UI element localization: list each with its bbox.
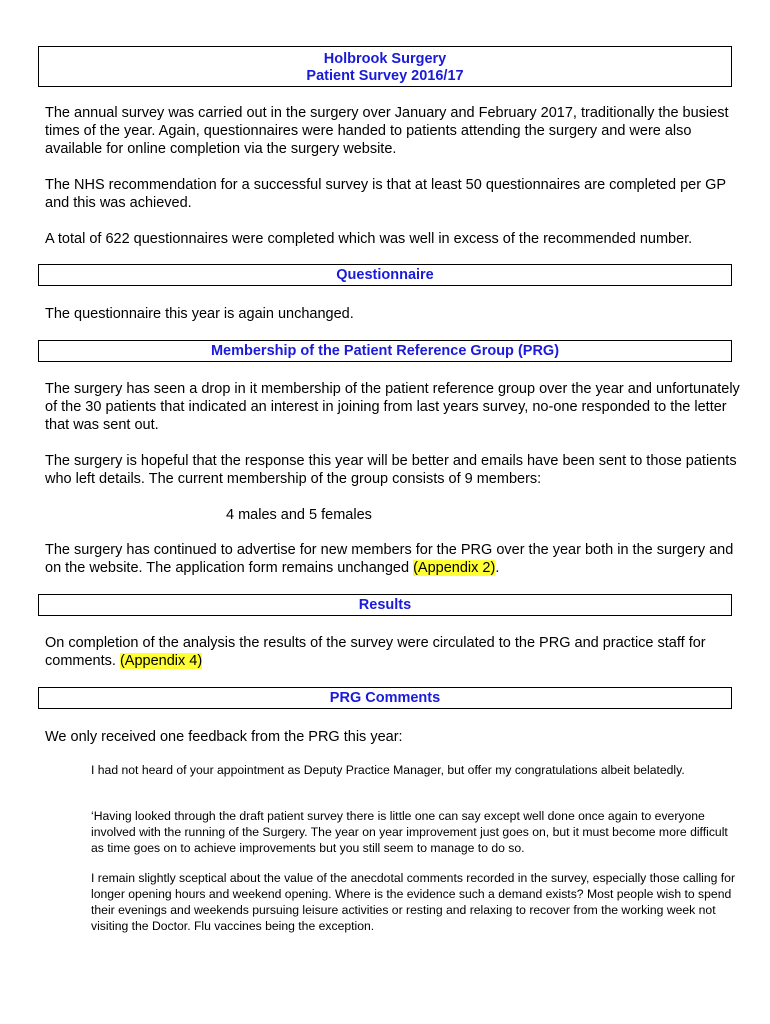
membership-paragraph-3 [45,541,745,577]
appendix-4-highlight: (Appendix 4) [119,653,203,669]
results-heading-box [38,594,732,616]
appendix-2-highlight: (Appendix 2) [413,560,496,576]
document-title: Holbrook Surgery [323,51,447,67]
membership-heading: Membership of the Patient Reference Group (PRG) [210,343,560,359]
intro-paragraph-1: The annual survey was carried out in the surgery over January and February 2017, traditionally the busiest times of the year. Again, questionnaires were handed to patients attending the surgery and were also available for online completion via the surgery website. [45,105,729,157]
prg-quote-1: I had not heard of your appointment as Deputy Practice Manager, but offer my congratulations albeit belatedly. [91,763,685,777]
prg-comments-intro: We only received one feedback from the PRG this year: [45,729,403,745]
membership-count: 4 males and 5 females [226,507,372,523]
questionnaire-heading: Questionnaire [336,267,434,283]
results-paragraph-text: On completion of the analysis the results of the survey were circulated to the PRG and practice staff for comments. [45,635,706,669]
membership-paragraph-3-end: . [495,560,500,576]
membership-paragraph-1: The surgery has seen a drop in it membership of the patient reference group over the year and unfortunately of the 30 patients that indicated an interest in joining from last years survey, no-one responded to the letter that was sent out. [45,381,740,433]
prg-comments-heading: PRG Comments [329,690,441,706]
questionnaire-paragraph: The questionnaire this year is again unchanged. [45,306,354,322]
intro-paragraph-2: The NHS recommendation for a successful survey is that at least 50 questionnaires are completed per GP and this was achieved. [45,177,726,211]
prg-quote-3: I remain slightly sceptical about the value of the anecdotal comments recorded in the survey, especially those calling for longer opening hours and weekend opening. Where is the evidence such a demand exists? Most people wish to spend their evenings and weekends pursuing leisure activities or resting and relaxing to recover from the working week not visiting the Doctor. Flu vaccines being the exception. [91,871,736,933]
results-heading: Results [358,597,412,613]
membership-paragraph-3-text: The surgery has continued to advertise for new members for the PRG over the year both in the surgery and on the website. The application form remains unchanged [45,542,734,576]
questionnaire-heading-box [38,264,732,286]
results-paragraph [45,634,745,670]
document-subtitle: Patient Survey 2016/17 [306,68,464,84]
prg-comments-heading-box [38,687,732,709]
title-box [38,46,732,87]
membership-heading-box [38,340,732,362]
intro-paragraph-3: A total of 622 questionnaires were completed which was well in excess of the recommended number. [45,231,693,247]
prg-quote-2: ‘Having looked through the draft patient survey there is little one can say except well done once again to everyone involved with the running of the Surgery. The year on year improvement just goes on, but it must become more difficult as time goes on to achieve improvements but you still seem to manage to do so. [91,809,728,855]
membership-paragraph-2: The surgery is hopeful that the response this year will be better and emails have been sent to those patients who left details. The current membership of the group consists of 9 members: [45,453,737,487]
